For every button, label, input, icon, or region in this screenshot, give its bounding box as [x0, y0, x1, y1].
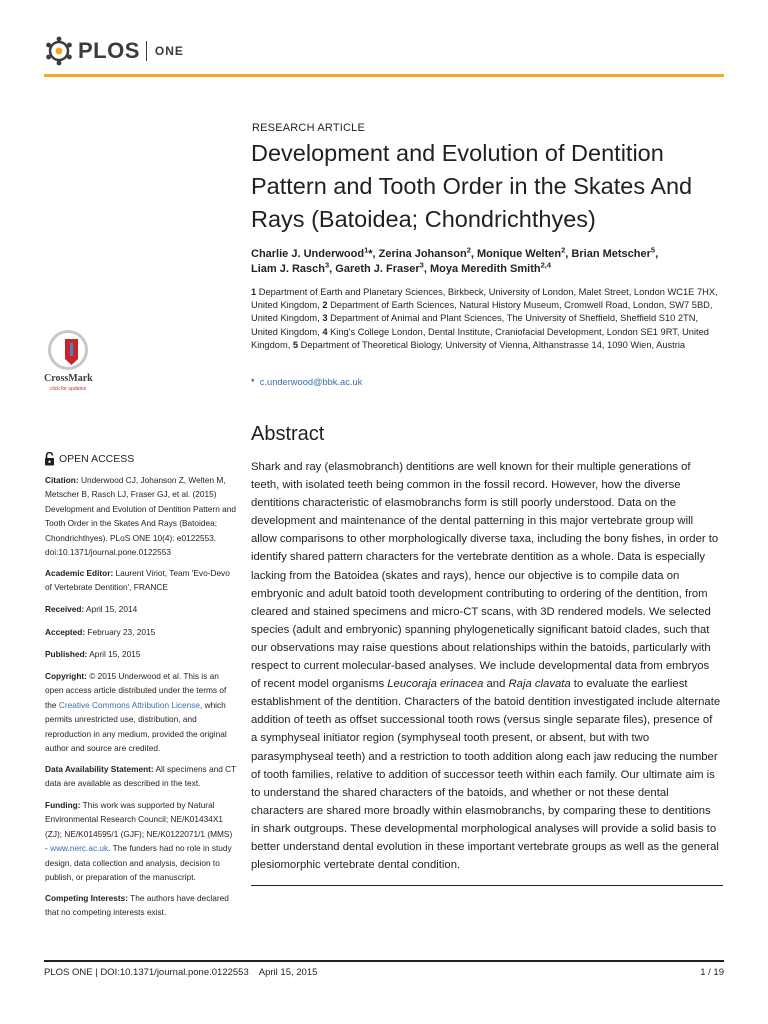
author-name: Charlie J. Underwood	[251, 248, 365, 260]
open-lock-icon	[44, 452, 55, 466]
page-number: 1 / 19	[700, 967, 724, 978]
crossmark-sublabel: click for updates	[50, 386, 87, 392]
open-access-label: OPEN ACCESS	[59, 453, 135, 465]
competing-interests-block	[45, 891, 237, 920]
published-block	[45, 647, 237, 661]
copyright-text-end: , which permits unrestricted use, distribution, and reproduction in any medium, provided the original author and source are credited.	[45, 699, 227, 754]
crossmark-label: CrossMark	[44, 373, 93, 384]
author-name: Liam J. Rasch	[251, 263, 325, 275]
funding-text-end: . The funders had no role in study design, data collection and analysis, decision to publish, or preparation of the manuscript.	[45, 843, 232, 883]
open-access-badge	[44, 452, 134, 466]
copyright-text: © 2015 Underwood et al. This is an open access article distributed under the terms of the	[45, 671, 227, 710]
logo-plos-text: PLOS	[78, 38, 140, 63]
abstract-segment: and	[483, 678, 509, 691]
plos-one-logo[interactable]	[44, 36, 184, 66]
plos-logo-icon	[44, 36, 74, 66]
author-affiliation-sup: 2	[466, 245, 471, 255]
affiliation-text: Department of Theoretical Biology, University of Vienna, Althanstrasse 14, 1090 Wien, Austria	[298, 339, 686, 350]
data-availability-label: Data Availability Statement:	[45, 764, 154, 774]
author-name: Monique Welten	[476, 248, 562, 260]
crossmark-icon	[48, 330, 88, 370]
funding-block	[45, 798, 237, 884]
affiliation-text: Department of Earth Sciences, Natural History Museum, Cromwell Road, London, SW7 5BD, United Kingdom,	[251, 300, 713, 324]
author-affiliation-sup: 5	[650, 245, 656, 255]
data-availability-block	[45, 762, 237, 791]
author-name: Zerina Johanson	[378, 248, 467, 260]
received-label: Received:	[45, 604, 85, 614]
author-affiliation-sup: 3	[419, 260, 424, 270]
academic-editor-block	[45, 566, 237, 595]
affiliation-text: King's College London, Dental Institute, Craniofacial Development, London SE1 9RT, United Kingdom,	[251, 326, 709, 350]
published-date: April 15, 2015	[87, 649, 141, 659]
citation-block	[45, 473, 237, 559]
species-name: Leucoraja erinacea	[387, 678, 484, 691]
affiliation-number: 2	[322, 300, 328, 311]
author-name: Moya Meredith Smith	[429, 263, 541, 275]
author-name: Brian Metscher	[571, 248, 651, 260]
citation-label: Citation:	[45, 475, 79, 485]
citation-text: Underwood CJ, Johanson Z, Welten M, Metscher B, Rasch LJ, Fraser GJ, et al. (2015) Development and Evolution of Dentition Pattern and Tooth Order in the Skates And Rays (Batoidea; Chondrichthyes). PLoS ONE 10(4): e0122553. doi:10.1371/journal.pone.0122553	[45, 475, 236, 558]
article-type: RESEARCH ARTICLE	[252, 122, 366, 134]
author-affiliation-sup: 1	[364, 245, 369, 255]
article-title: Development and Evolution of Dentition Pattern and Tooth Order in the Skates And Rays (Batoidea; Chondrichthyes)	[251, 140, 693, 232]
species-name: Raja clavata	[508, 678, 571, 691]
author-list: Charlie J. Underwood$^1$*, Zerina Johanson$^2$, Monique Welten$^2$, Brian Metscher$^5$, Liam J. Rasch$^3$, Gareth J. Fraser$^3$, Moya Meredith Smith$^{2,4}$	[251, 245, 659, 275]
affiliation-text: Department of Earth and Planetary Sciences, Birkbeck, University of London, Malet Street, London WC1E 7HX, United Kingdom,	[251, 287, 718, 311]
affiliation-number: 3	[322, 313, 328, 324]
email-link[interactable]: c.underwood@bbk.ac.uk	[259, 377, 363, 387]
footer-rule	[44, 960, 724, 962]
author-name: Gareth J. Fraser	[335, 263, 420, 275]
affiliation-number: 1	[251, 287, 257, 297]
corresponding-marker: *	[251, 377, 255, 387]
abstract-text	[251, 458, 721, 874]
author-affiliation-sup: 2,4	[540, 260, 552, 270]
abstract-segment: Shark and ray (elasmobranch) dentitions are well known for their multiple generations of teeth, with isolated teeth being common in the fossil record. However, how the diverse dentitions characteristic of elasmobranchs form is still poorly understood. Data on the development and maintenance of the dental patterning in this major vertebrate group will allow comparisons to other morphologically diverse taxa, including the bony fishes, in order to identify shared pattern characters for the vertebrate dentition as a whole. Data is especially lacking from the Batoidea (skates and rays), hence our objective is to compile data on embryonic and adult batoid tooth development contributing to ordering of the dentition, from cleared and stained specimens and micro-CT scans, with 3D rendered models. We selected species (adult and embryonic) spanning phylogenetically significant batoid clades, such that our observations may raise questions about relationships within the batoids, particularly with respect to current molecular-based analyses. We include developmental data from embryos of recent model organisms	[251, 461, 719, 691]
competing-label: Competing Interests:	[45, 893, 128, 903]
accepted-date: February 23, 2015	[85, 627, 156, 637]
funding-label: Funding:	[45, 800, 81, 810]
copyright-label: Copyright:	[45, 671, 87, 681]
logo-divider	[146, 41, 147, 61]
copyright-block	[45, 669, 237, 755]
abstract-segment: to evaluate the earliest establishment of the dentition. Characters of the batoid dentition investigated include alternate addition of teeth as offset successional tooth rows (versus single separate files), presence of a symphyseal initiator region (symphyseal tooth present, or absent, but with two parasymphyseal teeth) and a restriction to tooth addition along each jaw reducing the number of tooth families, relative to addition of successor teeth within each family. Our ultimate aim is to understand the shared characters of the batoids, and whether or not these dental characters are shared more broadly within elasmobranchs, by comparing these to dentitions in shark outgroups. These developmental morphological analyses will provide a solid basis to better understand dental evolution in these important vertebrate groups as well as the general plesiomorphic vertebrate dental condition.	[251, 678, 721, 872]
footer-citation: PLOS ONE | DOI:10.1371/journal.pone.0122553 April 15, 2015	[44, 967, 318, 978]
received-block	[45, 602, 237, 616]
funding-text: This work was supported by Natural Environmental Research Council; NE/K01434X1 (ZJ); NE/K014595/1 (GJF); NE/K0122071/1 (MMS) -	[45, 800, 233, 854]
header-rule	[44, 74, 724, 77]
abstract-heading: Abstract	[251, 423, 325, 445]
affiliation-number: 4	[322, 326, 328, 337]
editor-text: Laurent Viriot, Team 'Evo-Devo of Vertebrate Dentition', FRANCE	[45, 568, 230, 593]
corresponding-email	[251, 377, 362, 387]
crossmark-badge[interactable]	[44, 330, 92, 400]
author-affiliation-sup: 3	[324, 260, 330, 270]
affiliation-text: Department of Animal and Plant Sciences, The University of Sheffield, Sheffield S10 2TN, United Kingdom,	[251, 313, 699, 337]
editor-label: Academic Editor:	[45, 568, 114, 578]
author-affiliation-sup: 2	[561, 245, 566, 255]
nerc-link[interactable]: www.nerc.ac.uk	[50, 843, 109, 854]
accepted-block	[45, 625, 237, 639]
published-label: Published:	[45, 649, 88, 659]
affiliations	[251, 286, 719, 352]
received-date: April 15, 2014	[84, 604, 138, 614]
affiliation-number: 5	[292, 339, 299, 350]
corresponding-author-marker: *	[368, 248, 373, 260]
accepted-label: Accepted:	[45, 627, 86, 637]
license-link[interactable]: Creative Commons Attribution License	[58, 699, 200, 710]
competing-text: The authors have declared that no competing interests exist.	[45, 893, 229, 918]
abstract-divider	[251, 885, 723, 886]
logo-journal-text: ONE	[154, 44, 184, 58]
data-availability-text: All specimens and CT data are available as described in the text.	[45, 764, 237, 789]
